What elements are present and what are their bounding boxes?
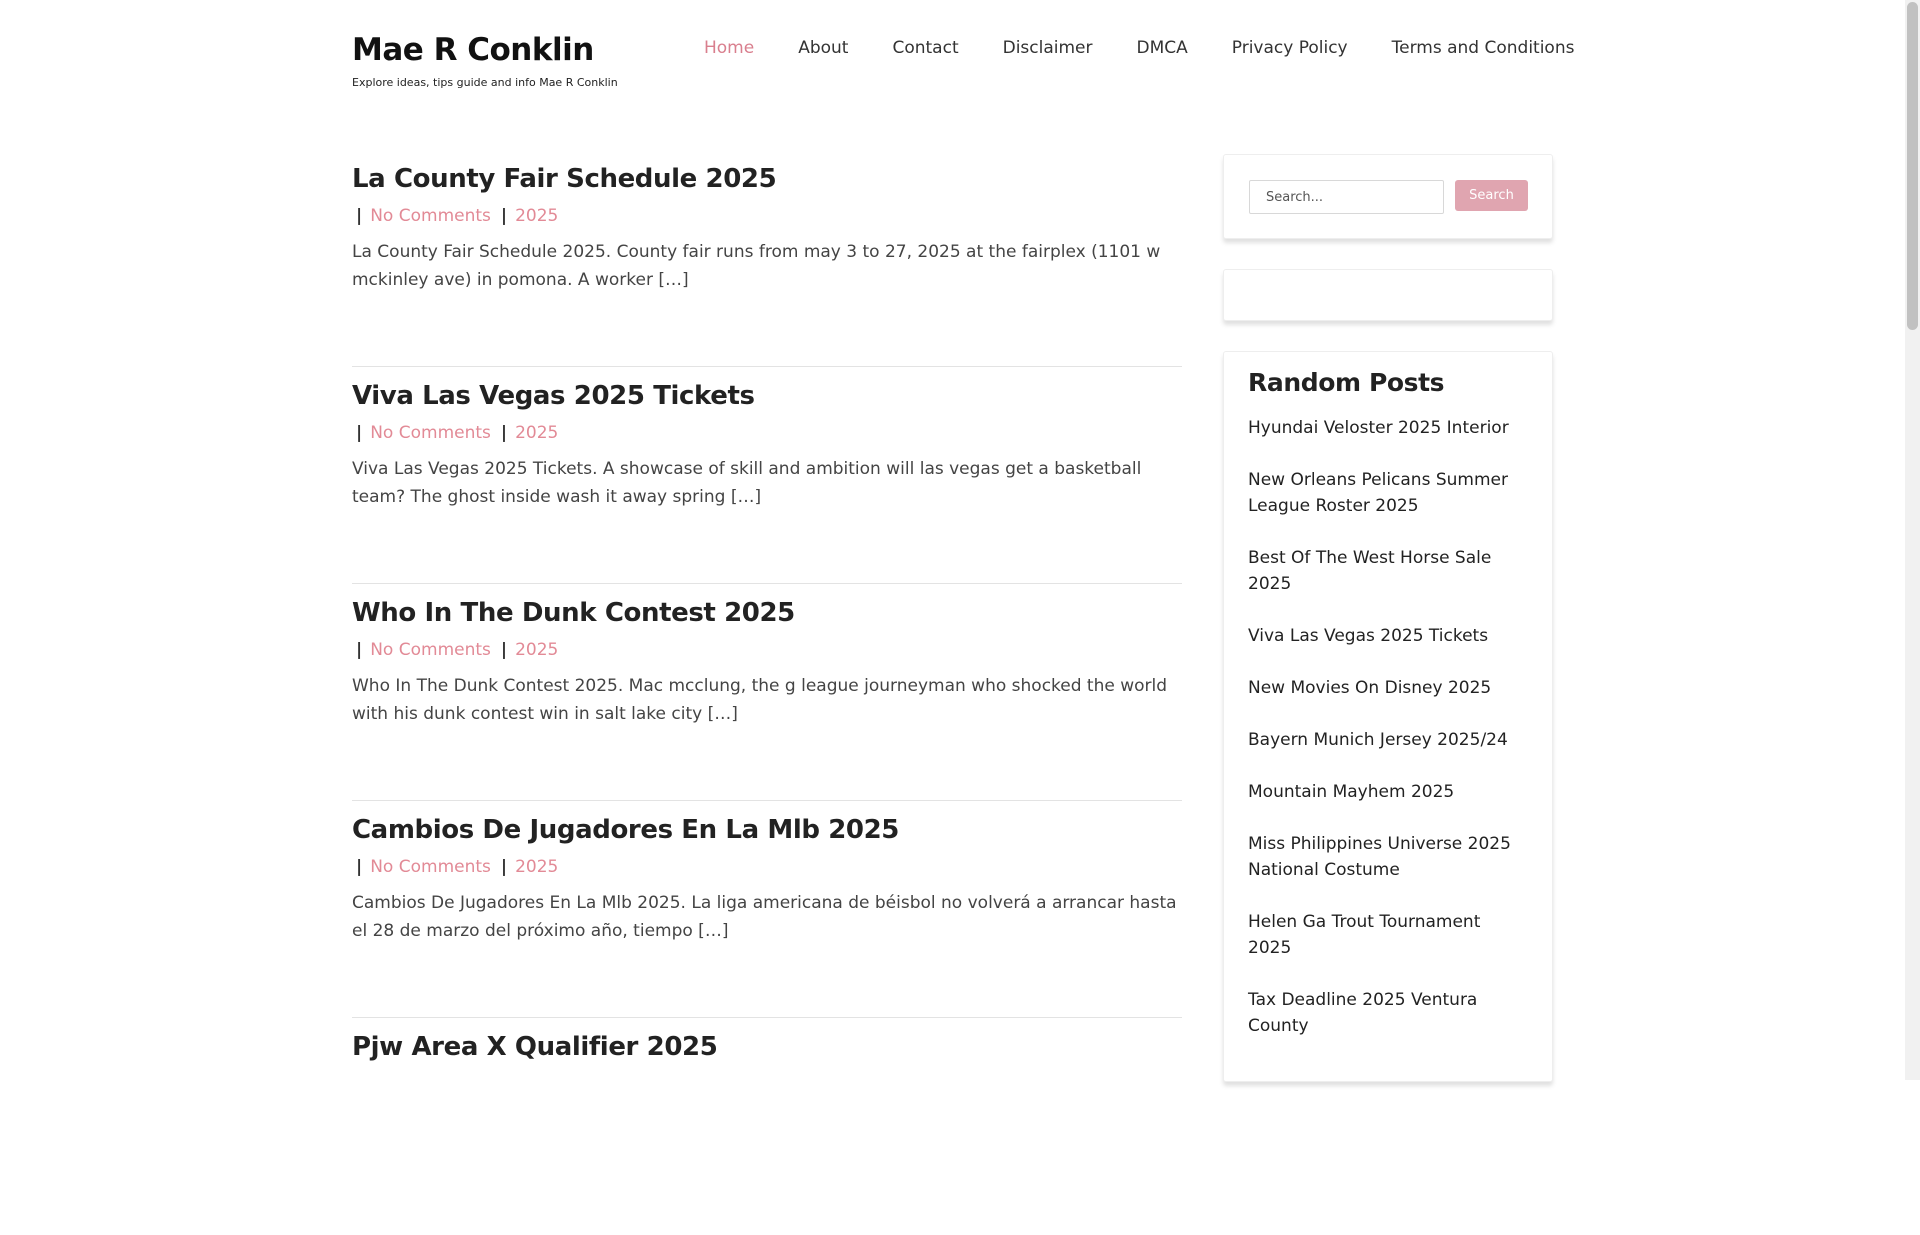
- random-posts-title: Random Posts: [1248, 368, 1445, 397]
- random-post-link[interactable]: Miss Philippines Universe 2025 National Costume: [1248, 834, 1511, 880]
- scrollbar[interactable]: [1905, 0, 1920, 1080]
- post-item: [352, 801, 1182, 1018]
- random-post-link[interactable]: Best Of The West Horse Sale 2025: [1248, 548, 1492, 594]
- random-post-link[interactable]: Helen Ga Trout Tournament 2025: [1248, 912, 1481, 958]
- post-item: [352, 1018, 1182, 1235]
- random-posts-widget: [1223, 351, 1553, 1082]
- search-widget: [1223, 154, 1553, 239]
- post-excerpt: Cambios De Jugadores En La Mlb 2025. La liga americana de béisbol no volverá a arrancar hasta el 28 de marzo del próximo año, tiempo […]: [352, 893, 1177, 941]
- post-category-link[interactable]: 2025: [515, 857, 559, 877]
- search-button[interactable]: Search: [1455, 180, 1528, 211]
- post-excerpt: Viva Las Vegas 2025 Tickets. A showcase of skill and ambition will las vegas get a basketball team? The ghost inside wash it away spring […]: [352, 459, 1142, 507]
- nav-item-disclaimer[interactable]: Disclaimer: [1002, 38, 1093, 58]
- post-comments-link[interactable]: No Comments: [370, 206, 491, 226]
- nav-item-home[interactable]: Home: [704, 38, 755, 58]
- post-title[interactable]: La County Fair Schedule 2025: [352, 164, 777, 194]
- post-list: [352, 150, 1182, 1235]
- post-category-link[interactable]: 2025: [515, 640, 559, 660]
- meta-separator: |: [500, 206, 508, 226]
- random-post-link[interactable]: Bayern Munich Jersey 2025/24: [1248, 730, 1508, 750]
- post-category-link[interactable]: 2025: [515, 423, 559, 443]
- post-excerpt: La County Fair Schedule 2025. County fair runs from may 3 to 27, 2025 at the fairplex (1101 w mckinley ave) in pomona. A worker […]: [352, 242, 1161, 290]
- random-post-link[interactable]: Hyundai Veloster 2025 Interior: [1248, 418, 1509, 438]
- post-comments-link[interactable]: No Comments: [370, 640, 491, 660]
- post-item: [352, 150, 1182, 367]
- meta-separator: |: [500, 640, 508, 660]
- main-nav: [682, 38, 1596, 58]
- random-post-link[interactable]: New Orleans Pelicans Summer League Roster 2025: [1248, 470, 1508, 516]
- random-post-link[interactable]: Tax Deadline 2025 Ventura County: [1248, 990, 1478, 1036]
- post-item: [352, 584, 1182, 801]
- meta-separator: |: [500, 423, 508, 443]
- post-title[interactable]: Viva Las Vegas 2025 Tickets: [352, 381, 755, 411]
- meta-separator: |: [356, 206, 363, 226]
- nav-item-contact[interactable]: Contact: [892, 38, 959, 58]
- post-title[interactable]: Pjw Area X Qualifier 2025: [352, 1032, 718, 1062]
- nav-item-dmca[interactable]: DMCA: [1136, 38, 1188, 58]
- post-meta: [352, 206, 1182, 226]
- site-header: [352, 30, 1575, 100]
- post-category-link[interactable]: 2025: [515, 206, 559, 226]
- meta-separator: |: [500, 857, 508, 877]
- nav-item-about[interactable]: About: [798, 38, 849, 58]
- random-posts-list: [1248, 415, 1528, 1039]
- post-meta: [352, 857, 1182, 877]
- post-meta: [352, 423, 1182, 443]
- meta-separator: |: [356, 423, 363, 443]
- nav-item-privacy-policy[interactable]: Privacy Policy: [1231, 38, 1348, 58]
- empty-widget: [1223, 269, 1553, 321]
- post-meta: [352, 640, 1182, 660]
- site-title[interactable]: Mae R Conklin: [352, 32, 594, 68]
- sidebar: [1223, 154, 1553, 1112]
- post-comments-link[interactable]: No Comments: [370, 423, 491, 443]
- random-post-link[interactable]: Mountain Mayhem 2025: [1248, 782, 1455, 802]
- meta-separator: |: [356, 857, 363, 877]
- meta-separator: |: [356, 640, 363, 660]
- search-input[interactable]: [1249, 180, 1444, 214]
- post-comments-link[interactable]: No Comments: [370, 857, 491, 877]
- post-title[interactable]: Who In The Dunk Contest 2025: [352, 598, 795, 628]
- post-title[interactable]: Cambios De Jugadores En La Mlb 2025: [352, 815, 899, 845]
- post-item: [352, 367, 1182, 584]
- site-tagline: Explore ideas, tips guide and info Mae R Conklin: [352, 76, 618, 89]
- random-post-link[interactable]: New Movies On Disney 2025: [1248, 678, 1492, 698]
- scrollbar-thumb[interactable]: [1907, 2, 1918, 330]
- nav-item-terms-and-conditions[interactable]: Terms and Conditions: [1391, 38, 1575, 58]
- post-excerpt: Who In The Dunk Contest 2025. Mac mcclung, the g league journeyman who shocked the world with his dunk contest win in salt lake city […]: [352, 676, 1168, 724]
- random-post-link[interactable]: Viva Las Vegas 2025 Tickets: [1248, 626, 1489, 646]
